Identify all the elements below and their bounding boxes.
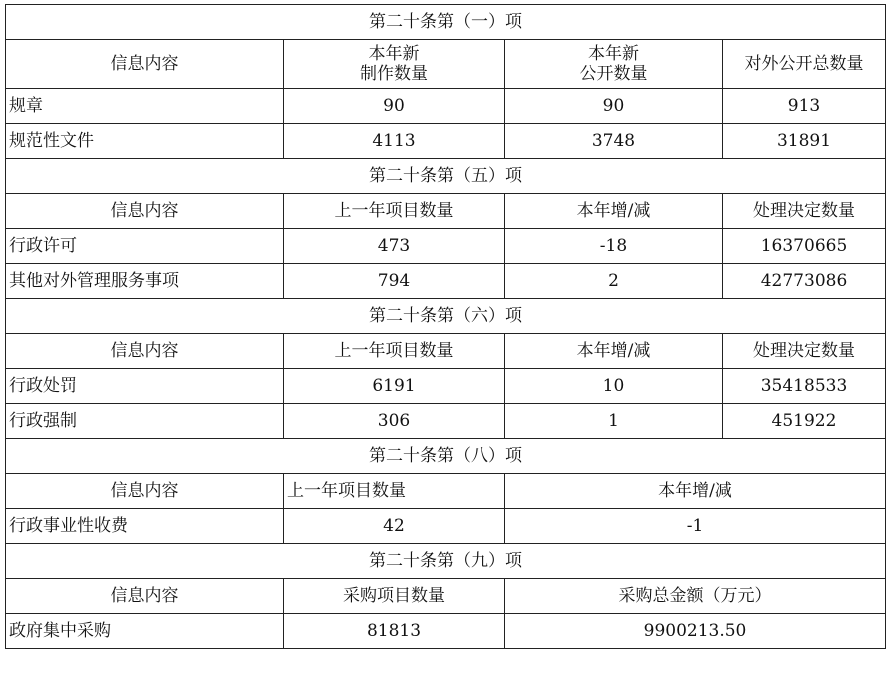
section-title: 第二十条第（九）项 [6,544,886,579]
header-row [6,40,886,89]
column-header: 信息内容 [6,194,284,229]
column-header: 本年增/减 [505,334,723,369]
table-row [6,404,886,439]
section-title: 第二十条第（六）项 [6,299,886,334]
row-label: 行政处罚 [6,369,284,404]
cell-value: 6191 [284,369,505,404]
header-row [6,579,886,614]
table-row [6,509,886,544]
table-row [6,614,886,649]
column-header-text: 本年新 公开数量 [579,44,648,84]
row-label: 行政许可 [6,229,284,264]
section-title-row [6,439,886,474]
section-title-row [6,159,886,194]
column-header: 信息内容 [6,40,284,89]
column-header [284,40,505,89]
cell-value: 794 [284,264,505,299]
section-title: 第二十条第（五）项 [6,159,886,194]
table-row [6,124,886,159]
section-title-row [6,5,886,40]
row-label: 行政强制 [6,404,284,439]
column-header: 本年增/减 [505,194,723,229]
row-label: 其他对外管理服务事项 [6,264,284,299]
row-label: 规范性文件 [6,124,284,159]
table-row [6,369,886,404]
column-header: 上一年项目数量 [284,334,505,369]
cell-value: 2 [505,264,723,299]
column-header: 上一年项目数量 [284,474,505,509]
cell-value: 9900213.50 [505,614,886,649]
row-label: 规章 [6,89,284,124]
cell-value: 81813 [284,614,505,649]
section-title-row [6,299,886,334]
cell-value: -1 [505,509,886,544]
column-header: 采购总金额（万元） [505,579,886,614]
header-row [6,474,886,509]
cell-value: -18 [505,229,723,264]
column-header: 上一年项目数量 [284,194,505,229]
column-header [505,40,723,89]
row-label: 政府集中采购 [6,614,284,649]
cell-value: 42773086 [723,264,886,299]
cell-value: 90 [284,89,505,124]
cell-value: 35418533 [723,369,886,404]
section-title-row [6,544,886,579]
section-title: 第二十条第（八）项 [6,439,886,474]
cell-value: 31891 [723,124,886,159]
row-label: 行政事业性收费 [6,509,284,544]
section-title: 第二十条第（一）项 [6,5,886,40]
cell-value: 4113 [284,124,505,159]
cell-value: 90 [505,89,723,124]
table-row [6,229,886,264]
disclosure-table [5,4,886,649]
column-header: 信息内容 [6,579,284,614]
table-row [6,264,886,299]
column-header: 处理决定数量 [723,334,886,369]
column-header: 信息内容 [6,474,284,509]
column-header: 信息内容 [6,334,284,369]
cell-value: 451922 [723,404,886,439]
table-row [6,89,886,124]
cell-value: 10 [505,369,723,404]
column-header: 对外公开总数量 [723,40,886,89]
column-header: 采购项目数量 [284,579,505,614]
column-header: 处理决定数量 [723,194,886,229]
cell-value: 913 [723,89,886,124]
column-header: 本年增/减 [505,474,886,509]
cell-value: 16370665 [723,229,886,264]
cell-value: 1 [505,404,723,439]
column-header-text: 本年新 制作数量 [360,44,428,84]
header-row [6,334,886,369]
cell-value: 3748 [505,124,723,159]
cell-value: 473 [284,229,505,264]
cell-value: 42 [284,509,505,544]
cell-value: 306 [284,404,505,439]
header-row [6,194,886,229]
